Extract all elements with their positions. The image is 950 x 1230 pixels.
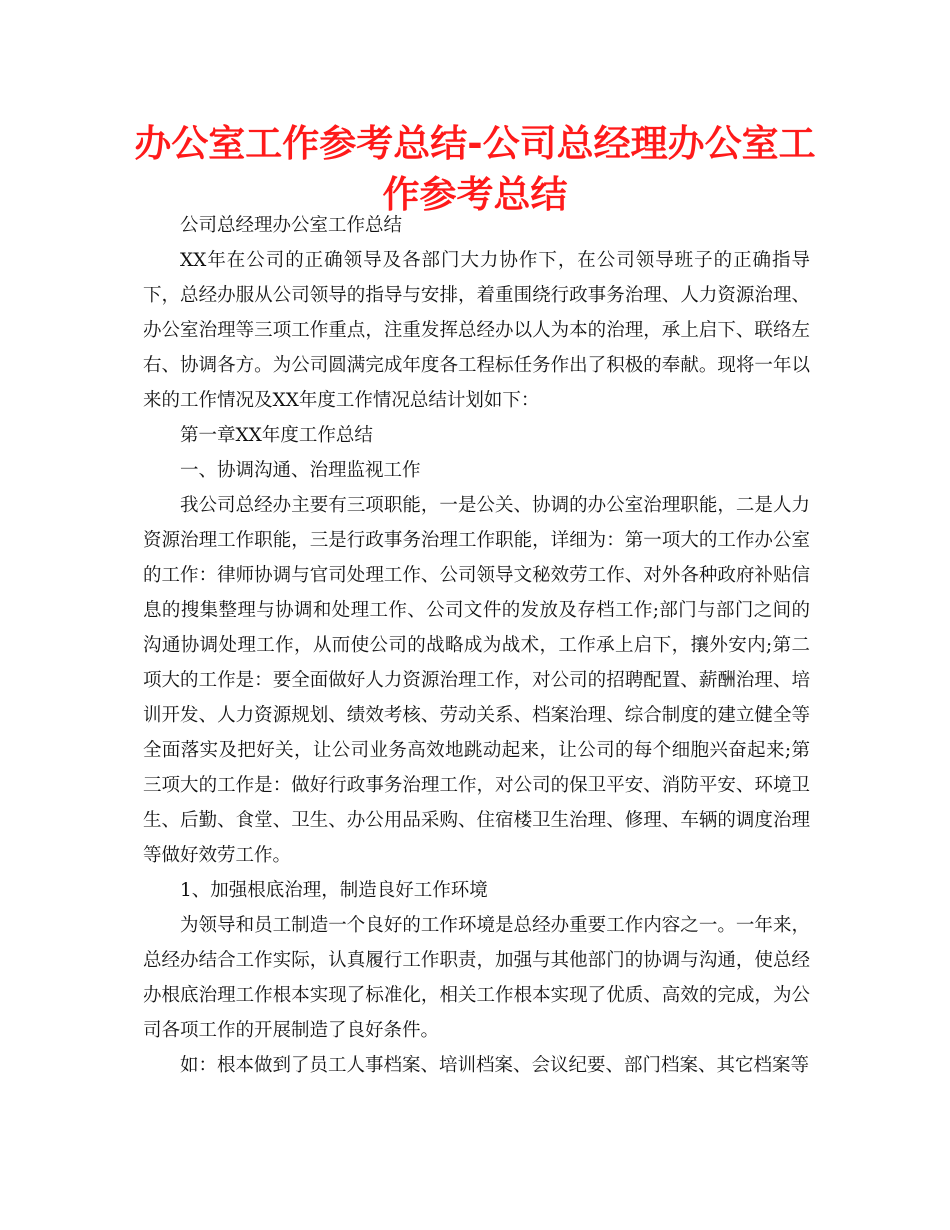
document-body: [143, 208, 810, 1083]
paragraph: 为领导和员工制造一个良好的工作环境是总经办重要工作内容之一。一年来，总经办结合工作实际，认真履行工作职责，加强与其他部门的协调与沟通，使总经办根底治理工作根本实现了标准化，相关工作根本实现了优质、高效的完成，为公司各项工作的开展制造了良好条件。: [143, 915, 810, 1041]
paragraph: 我公司总经办主要有三项职能，一是公关、协调的办公室治理职能，二是人力资源治理工作职能，三是行政事务治理工作职能，详细为：第一项大的工作办公室的工作：律师协调与官司处理工作、公司领导文秘效劳工作、对外各种政府补贴信息的搜集整理与协调和处理工作、公司文件的发放及存档工作;部门与部门之间的沟通协调处理工作，从而使公司的战略成为战术，工作承上启下，攘外安内;第二项大的工作是：要全面做好人力资源治理工作，对公司的招聘配置、薪酬治理、培训开发、人力资源规划、绩效考核、劳动关系、档案治理、综合制度的建立健全等全面落实及把好关，让公司业务高效地跳动起来，让公司的每个细胞兴奋起来;第三项大的工作是：做好行政事务治理工作，对公司的保卫平安、消防平安、环境卫生、后勤、食堂、卫生、办公用品采购、住宿楼卫生治理、修理、车辆的调度治理等做好效劳工作。: [143, 495, 810, 866]
subsection-heading: 一、协调沟通、治理监视工作: [180, 460, 421, 481]
section-heading: 公司总经理办公室工作总结: [180, 215, 403, 236]
chapter-heading: 第一章XX年度工作总结: [180, 425, 373, 446]
document-title: 办公室工作参考总结-公司总经理办公室工作参考总结: [134, 122, 816, 216]
paragraph: XX年在公司的正确领导及各部门大力协作下，在公司领导班子的正确指导下，总经办服从公司领导的指导与安排，着重围绕行政事务治理、人力资源治理、办公室治理等三项工作重点，注重发挥总经办以人为本的治理，承上启下、联络左右、协调各方。为公司圆满完成年度各工程标任务作出了积极的奉献。现将一年以来的工作情况及XX年度工作情况总结计划如下：: [143, 250, 810, 411]
subsection-heading: 1、加强根底治理，制造良好工作环境: [180, 880, 488, 901]
paragraph: 如：根本做到了员工人事档案、培训档案、会议纪要、部门档案、其它档案等: [180, 1055, 810, 1076]
